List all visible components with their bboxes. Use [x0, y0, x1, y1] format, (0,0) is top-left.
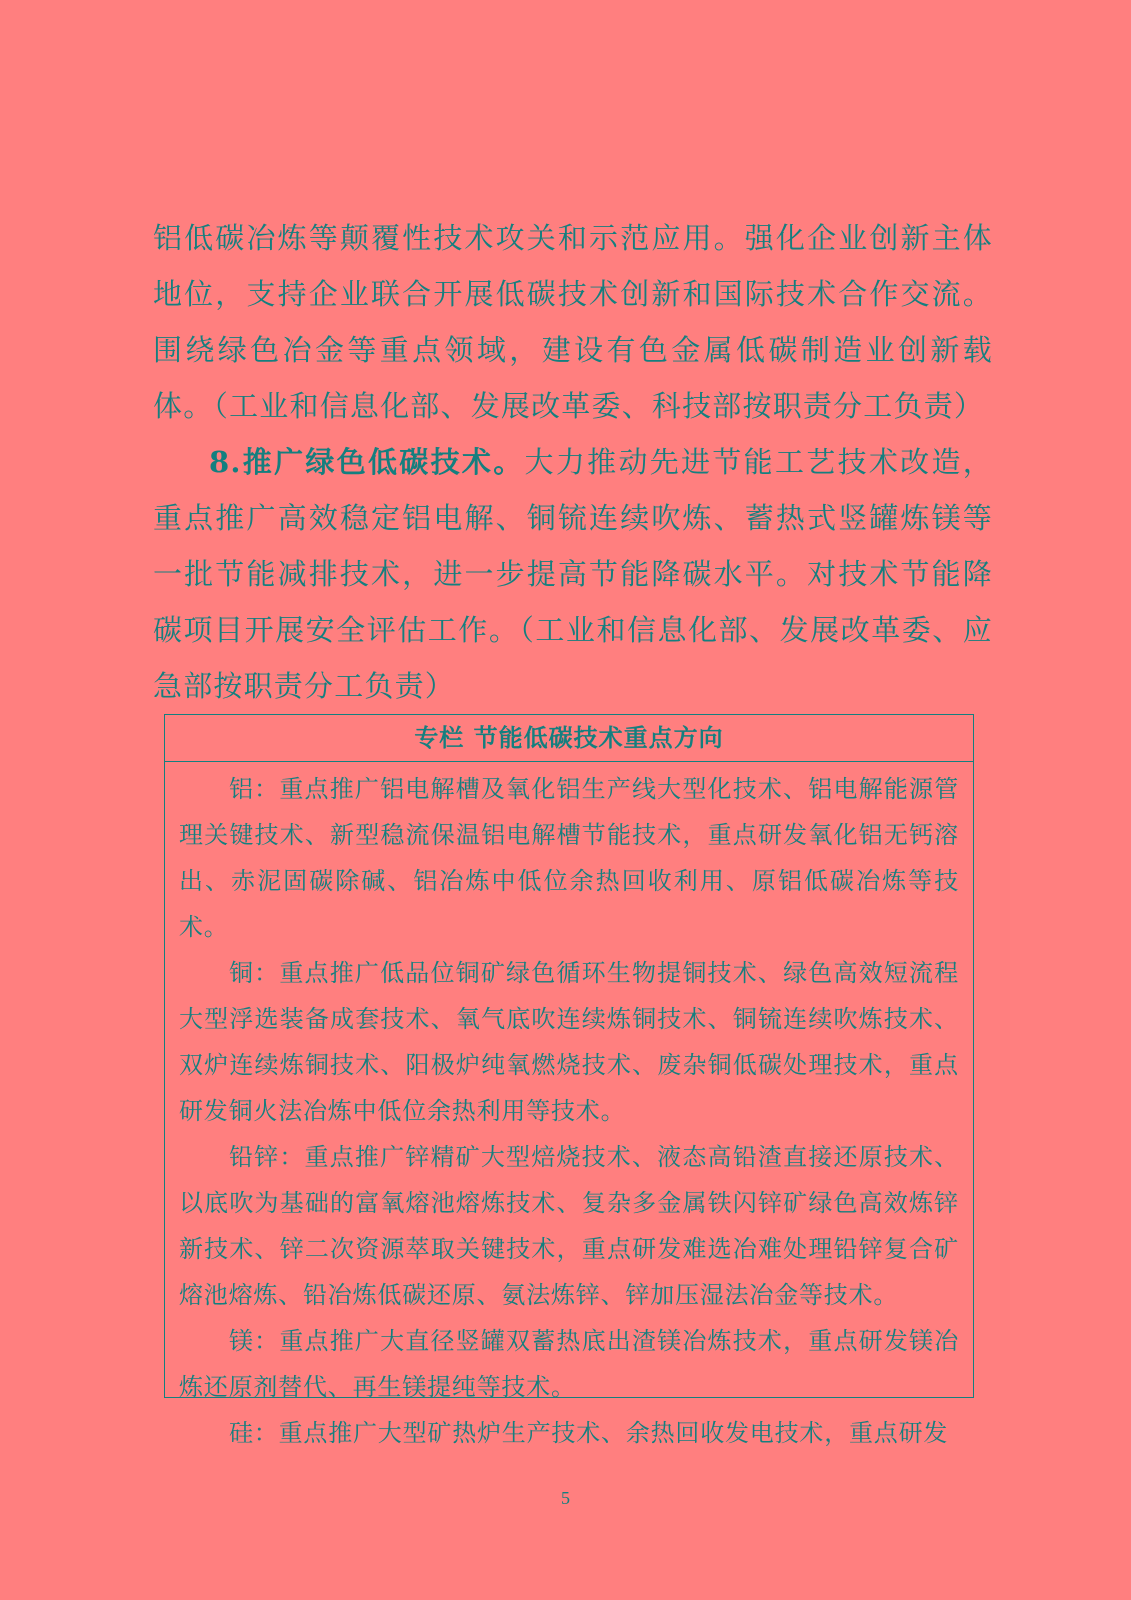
item-8-heading: 8.推广绿色低碳技术。	[209, 445, 525, 479]
column-box-title: 专栏 节能低碳技术重点方向	[165, 715, 973, 762]
box-item-lead-zinc: 铅锌：重点推广锌精矿大型焙烧技术、液态高铅渣直接还原技术、以底吹为基础的富氧熔池熔炼技术、复杂多金属铁闪锌矿绿色高效炼锌新技术、锌二次资源萃取关键技术，重点研发难选冶难处理铅锌复合矿熔池熔炼、铅冶炼低碳还原、氨法炼锌、锌加压湿法冶金等技术。	[179, 1143, 959, 1309]
item-8-body: 大力推动先进节能工艺技术改造，重点推广高效稳定铝电解、铜锍连续吹炼、蓄热式竖罐炼镁等一批节能减排技术，进一步提高节能降碳水平。对技术节能降碳项目开展安全评估工作。（工业和信息化部、发展改革委、应急部按职责分工负责）	[153, 445, 993, 703]
column-box-body	[165, 762, 973, 1456]
box-item-copper: 铜：重点推广低品位铜矿绿色循环生物提铜技术、绿色高效短流程大型浮选装备成套技术、氧气底吹连续炼铜技术、铜锍连续吹炼技术、双炉连续炼铜技术、阳极炉纯氧燃烧技术、废杂铜低碳处理技术，重点研发铜火法冶炼中低位余热利用等技术。	[179, 959, 959, 1125]
box-item-silicon: 硅：重点推广大型矿热炉生产技术、余热回收发电技术，重点研发	[229, 1419, 949, 1447]
box-item-magnesium: 镁：重点推广大直径竖罐双蓄热底出渣镁冶炼技术，重点研发镁冶炼还原剂替代、再生镁提纯等技术。	[179, 1327, 959, 1401]
main-content	[153, 210, 993, 714]
page-number: 5	[561, 1488, 570, 1508]
box-item-aluminum: 铝：重点推广铝电解槽及氧化铝生产线大型化技术、铝电解能源管理关键技术、新型稳流保温铝电解槽节能技术，重点研发氧化铝无钙溶出、赤泥固碳除碱、铝冶炼中低位余热回收利用、原铝低碳冶炼等技术。	[179, 775, 959, 941]
paragraph-continued: 铝低碳冶炼等颠覆性技术攻关和示范应用。强化企业创新主体地位，支持企业联合开展低碳技术创新和国际技术合作交流。围绕绿色冶金等重点领域，建设有色金属低碳制造业创新载体。（工业和信息化部、发展改革委、科技部按职责分工负责）	[153, 221, 993, 423]
paragraph-item-8	[153, 434, 993, 714]
column-box	[164, 714, 974, 1447]
